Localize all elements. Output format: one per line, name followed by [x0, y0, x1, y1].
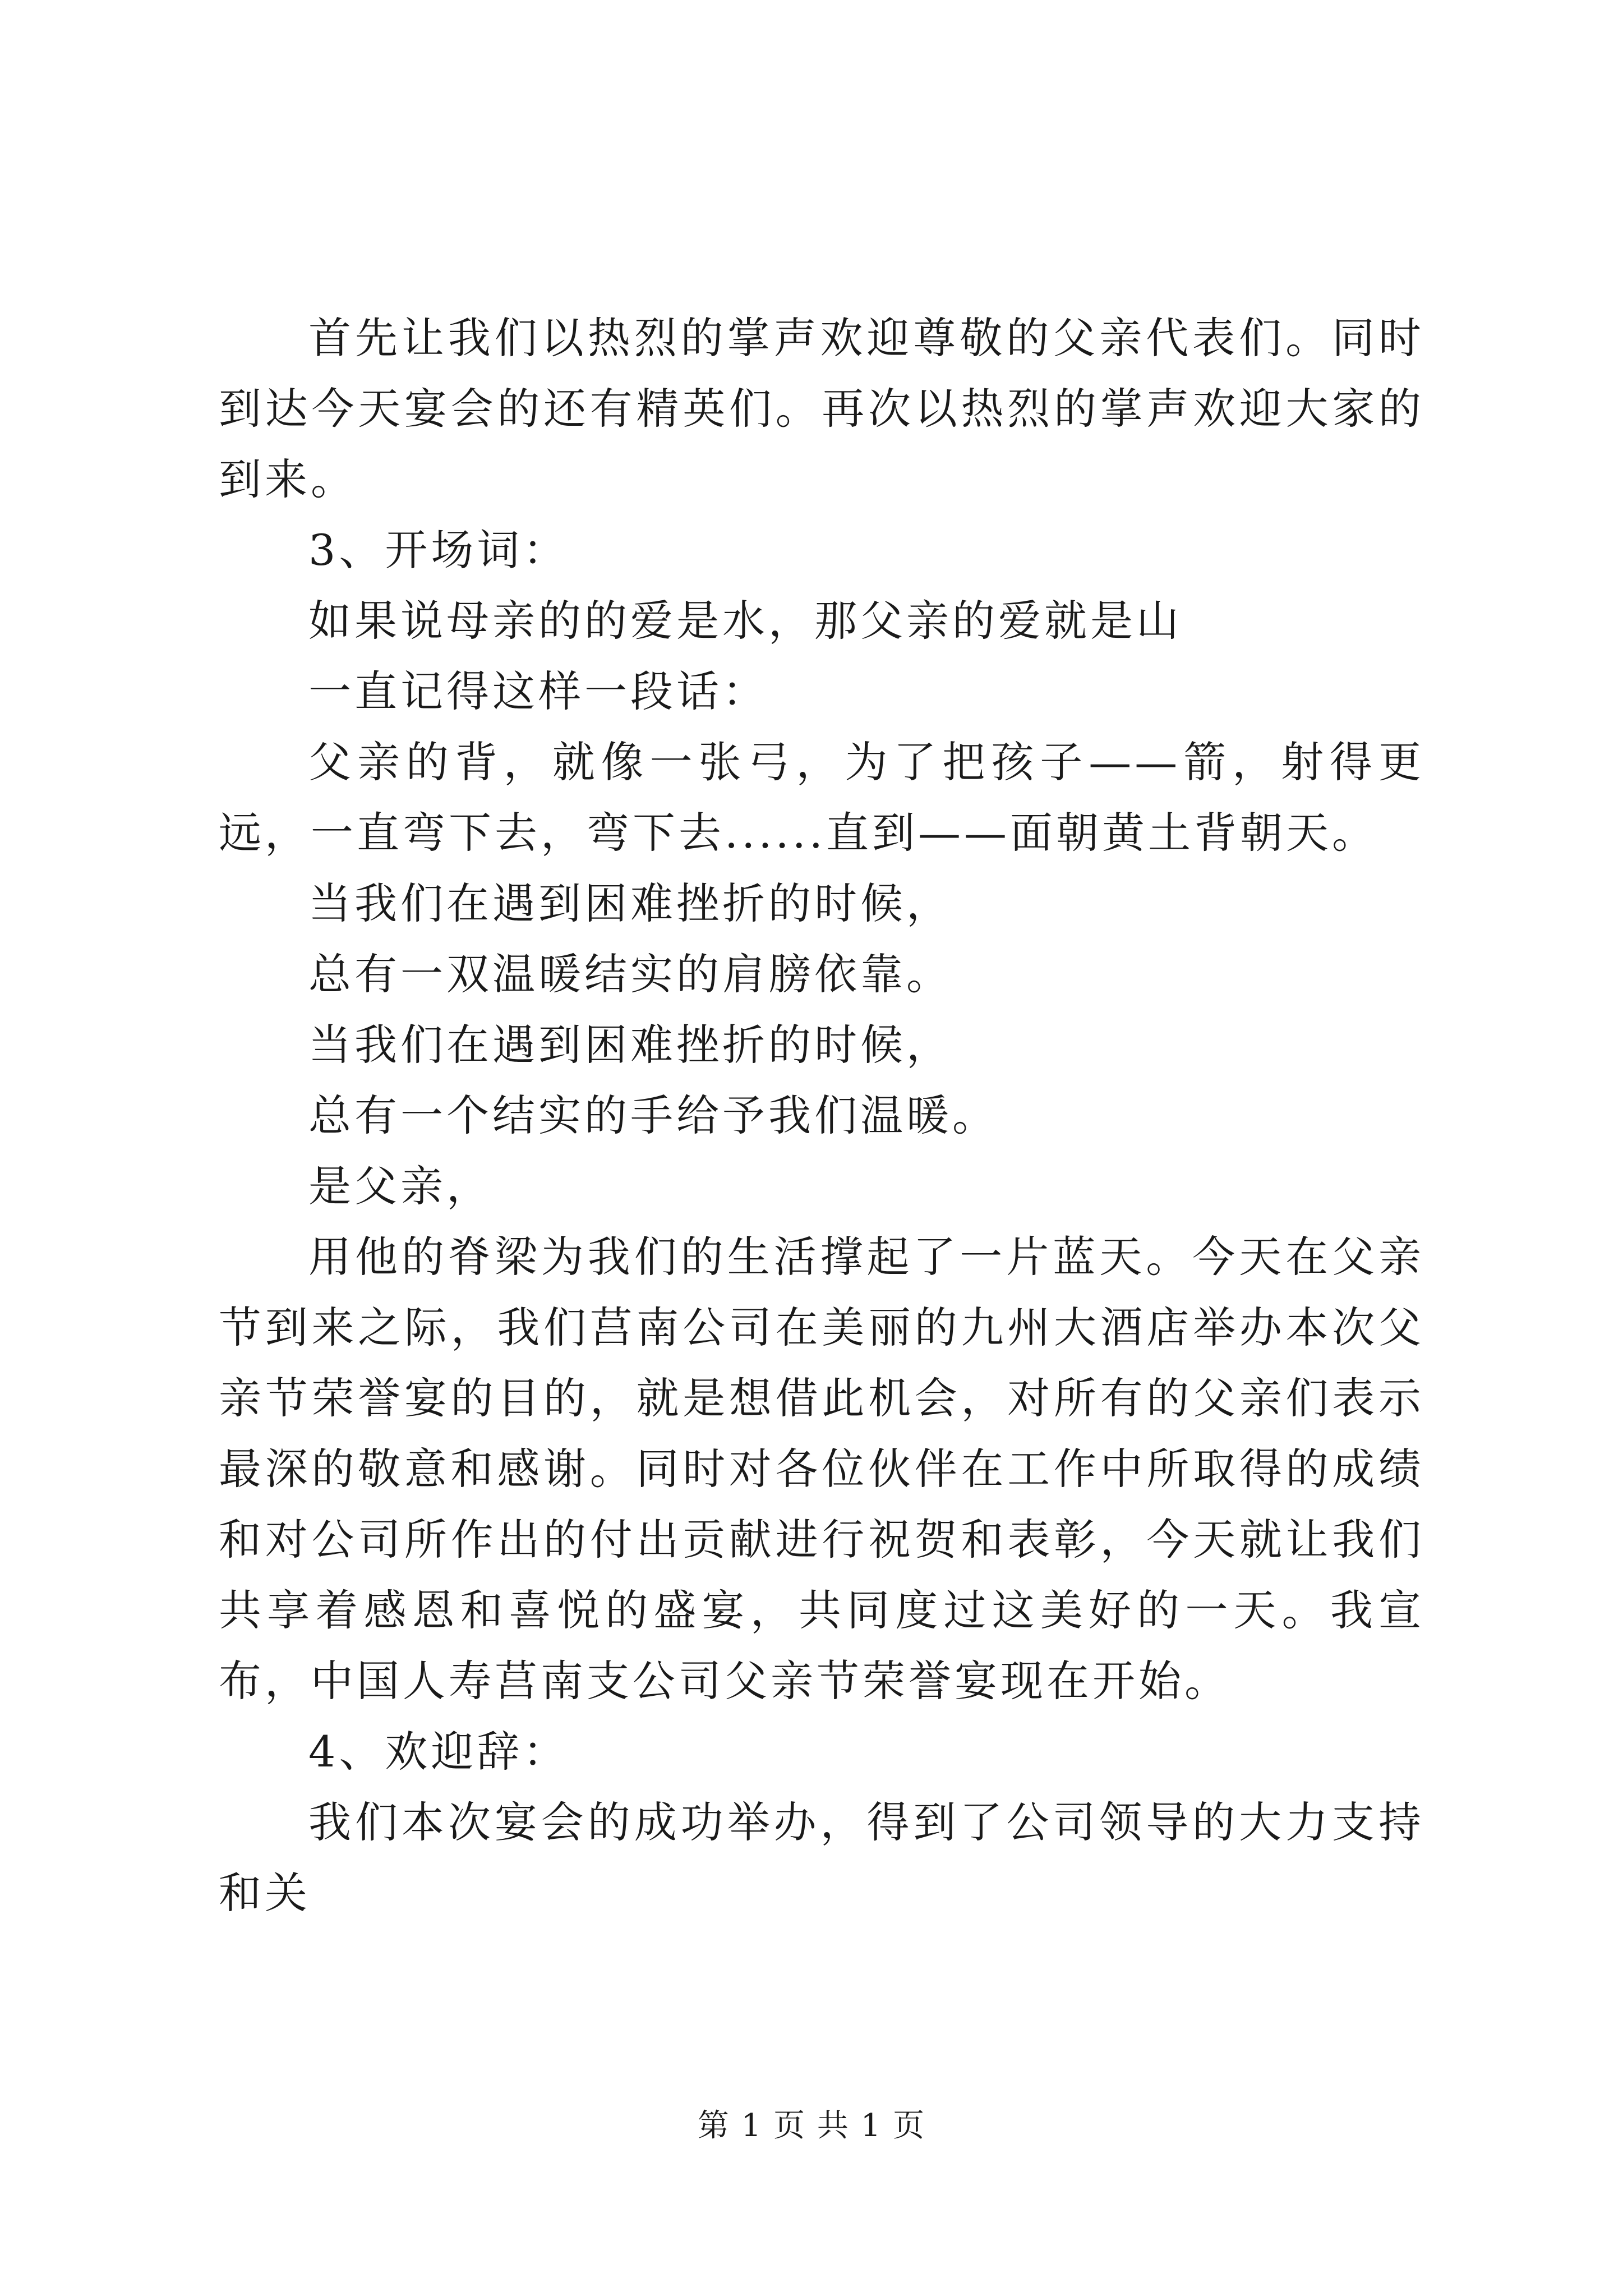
paragraph-banquet-success: 我们本次宴会的成功举办，得到了公司领导的大力支持和关: [219, 1797, 1424, 1918]
paragraph-hand: 总有一个结实的手给予我们温暖。: [308, 1091, 998, 1140]
paragraph-shoulder: 总有一双温暖结实的肩膀依靠。: [308, 949, 952, 999]
paragraph-welcome: 首先让我们以热烈的掌声欢迎尊敬的父亲代表们。同时到达今天宴会的还有精英们。再次以热烈的掌声欢迎大家的到来。: [219, 313, 1424, 504]
paragraph-banquet-opening: 用他的脊梁为我们的生活撑起了一片蓝天。今天在父亲节到来之际，我们莒南公司在美丽的九州大酒店举办本次父亲节荣誉宴的目的，就是想借此机会，对所有的父亲们表示最深的敬意和感谢。同时对各位伙伴在工作中所取得的成绩和对公司所作出的付出贡献进行祝贺和表彰，今天就让我们共享着感恩和喜悦的盛宴，共同度过这美好的一天。我宣布，中国人寿莒南支公司父亲节荣誉宴现在开始。: [219, 1232, 1424, 1706]
heading-opening-words: 3、开场词：: [308, 525, 569, 575]
paragraph-difficulty-1: 当我们在遇到困难挫折的时候，: [308, 878, 952, 928]
paragraph-difficulty-2: 当我们在遇到困难挫折的时候，: [308, 1020, 952, 1070]
paragraph-mother-father-love: 如果说母亲的的爱是水，那父亲的爱就是山: [308, 596, 1182, 646]
paragraph-is-father: 是父亲，: [308, 1161, 492, 1211]
document-body: [219, 303, 1424, 1929]
page-number-footer: 第 1 页 共 1 页: [697, 2108, 926, 2144]
paragraph-fathers-back: 父亲的背，就像一张弓，为了把孩子——箭，射得更远，一直弯下去，弯下去......直到——面朝黄土背朝天。: [219, 737, 1424, 858]
heading-welcome-speech: 4、欢迎辞：: [308, 1727, 569, 1777]
paragraph-remember-words: 一直记得这样一段话：: [308, 666, 768, 716]
